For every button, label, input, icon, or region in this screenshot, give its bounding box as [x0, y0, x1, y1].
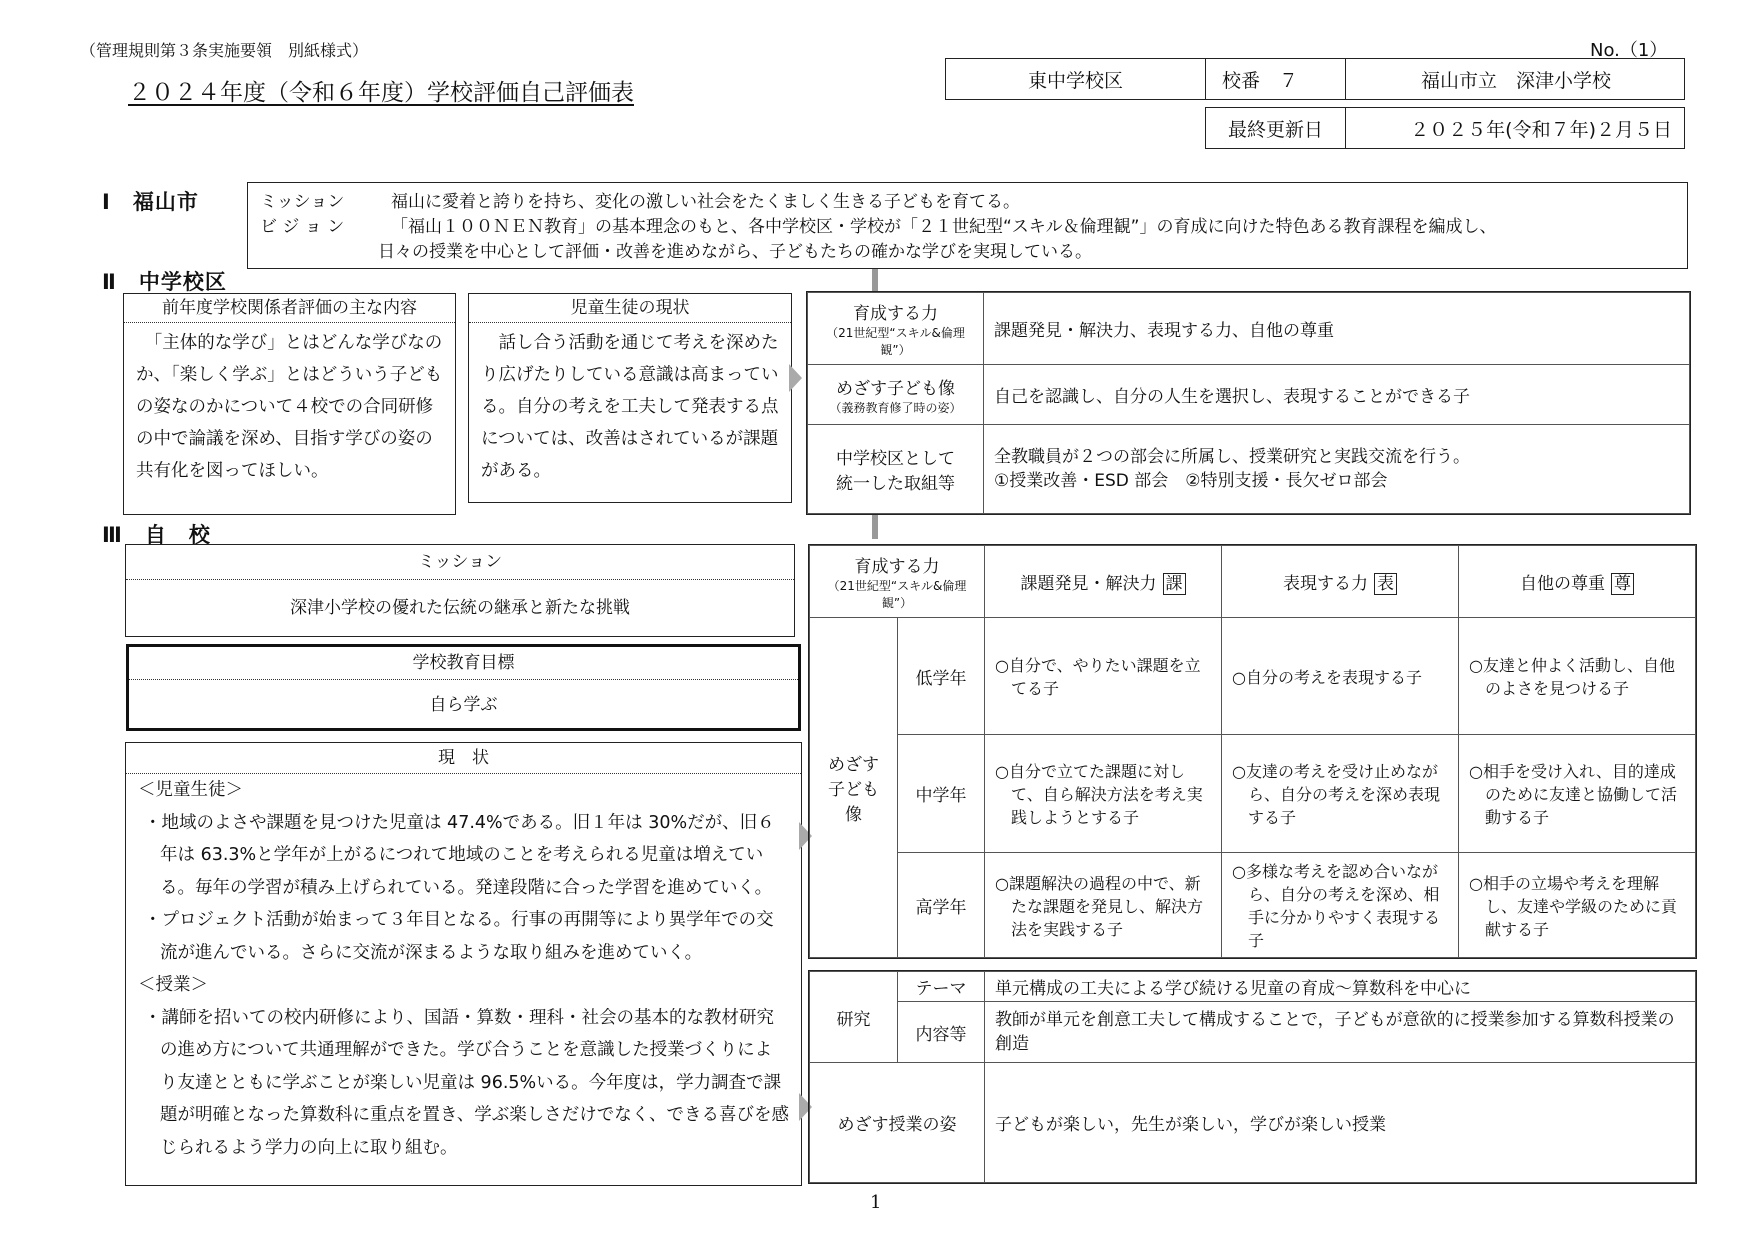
cell-middle-respect: ○相手を受け入れ、目的達成のために友達と協働して活動する子	[1459, 735, 1696, 853]
cell-upper-expression: ○多様な考えを認め合いながら、自分の考えを深め、相手に分かりやすく表現する子	[1222, 853, 1459, 958]
current-status-box	[125, 742, 802, 1186]
school-mission-title: ミッション	[126, 545, 794, 580]
tag-son: 尊	[1611, 573, 1634, 595]
document-title: ２０２４年度（令和６年度）学校評価自己評価表	[128, 80, 634, 106]
school-number: 校番 ７	[1206, 59, 1346, 99]
current-status-title: 現 状	[126, 743, 801, 774]
grid-row-middle	[810, 735, 1696, 853]
lesson-row	[810, 1063, 1696, 1183]
connector-bar-2	[872, 515, 878, 539]
cell-upper-problem: ○課題解決の過程の中で、新たな課題を発見し、解決方法を実践する子	[985, 853, 1222, 958]
district-skills-head-text: 育成する力	[853, 304, 938, 324]
col-header-expression	[1222, 546, 1459, 618]
district-initiatives-head: 中学校区として 統一した取組等	[808, 425, 984, 514]
last-updated-value: ２０２５年(令和７年)２月５日	[1410, 118, 1672, 141]
district-initiatives-body: 全教職員が２つの部会に所属し、授業研究と実践交流を行う。 ①授業改善・ESD 部会 ②特別支援・長欠ゼロ部会	[984, 425, 1690, 514]
section-2-label: Ⅱ 中学校区	[102, 270, 227, 294]
section-3-label: Ⅲ 自 校	[102, 523, 211, 547]
research-row-content	[810, 1002, 1696, 1063]
research-table	[808, 970, 1697, 1184]
district-child-head	[808, 365, 984, 425]
skills-grid-head	[810, 546, 985, 618]
skills-grid-head-sub: （21世紀型“スキル&倫理観”）	[827, 579, 967, 610]
prev-eval-text: 「主体的な学び」とはどんな学びなのか、「楽しく学ぶ」とはどういう子どもの姿なのかについて４校での合同研修の中で論議を深め、目指す学びの姿の共有化を図ってほしい。	[136, 333, 443, 481]
students-status-text: 話し合う活動を通じて考えを深めたり広げたりしている意識は高まっている。自分の考えを工夫して発表する点については、改善はされているが課題がある。	[481, 333, 779, 481]
tag-ka: 課	[1163, 573, 1186, 595]
research-content-label: 内容等	[898, 1002, 985, 1063]
school-name: 福山市立 深津小学校	[1420, 69, 1611, 92]
school-goal-box	[126, 644, 801, 731]
cell-lower-expression: ○自分の考えを表現する子	[1222, 618, 1459, 735]
research-theme-label: テーマ	[898, 972, 985, 1002]
students-status-title: 児童生徒の現状	[469, 294, 791, 323]
city-mission-text: 福山に愛着と誇りを持ち、変化の激しい社会をたくましく生きる子どもを育てる。	[391, 192, 1020, 212]
lesson-text: 子どもが楽しい，先生が楽しい，学びが楽しい授業	[985, 1063, 1696, 1183]
arrow-right-icon	[789, 364, 802, 392]
col-header-problem-solving	[985, 546, 1222, 618]
col-header-respect	[1459, 546, 1696, 618]
page-number: 1	[870, 1192, 882, 1213]
prev-eval-title: 前年度学校関係者評価の主な内容	[124, 294, 455, 323]
prev-eval-box	[123, 293, 456, 515]
school-goal-title: 学校教育目標	[129, 647, 798, 680]
district-skills-head	[808, 293, 984, 365]
cell-middle-problem: ○自分で立てた課題に対して、自ら解決方法を考え実践しようとする子	[985, 735, 1222, 853]
district-row-child-image	[808, 365, 1690, 425]
school-mission-box	[125, 544, 795, 637]
grade-upper: 高学年	[898, 853, 985, 958]
research-theme-text: 単元構成の工夫による学び続ける児童の育成～算数科を中心に	[985, 972, 1696, 1002]
district: 東中学校区	[946, 59, 1206, 99]
connector-bar-1	[872, 269, 878, 291]
last-updated-box	[1205, 107, 1685, 149]
district-row-skills	[808, 293, 1690, 365]
skills-grid-head-text: 育成する力	[854, 557, 940, 577]
regulation-note: （管理規則第３条実施要領 別紙様式）	[80, 41, 369, 60]
skills-grid	[808, 544, 1697, 959]
research-label: 研究	[810, 972, 898, 1063]
students-status-box	[468, 293, 792, 503]
col-label-respect: 自他の尊重	[1520, 573, 1605, 594]
city-vision-text-2: 日々の授業を中心として評価・改善を進めながら、子どもたちの確かな学びを実現している。	[378, 242, 1092, 262]
status-heading-students: ＜児童生徒＞	[138, 780, 243, 800]
status-bullet-1: ・地域のよさや課題を見つけた児童は 47.4%である。旧１年は 30%だが、旧６年は 63.3%と学年が上がるにつれて地域のことを考えられる児童は増えている。毎年の学習が積み上げられている。発達段階に合った学習を進めていく。	[144, 812, 775, 898]
current-status-body	[126, 774, 801, 1164]
district-table	[806, 291, 1691, 515]
research-row-theme	[810, 972, 1696, 1002]
district-skills-body: 課題発見・解決力、表現する力、自他の尊重	[984, 293, 1690, 365]
cell-lower-respect: ○友達と仲よく活動し、自他のよさを見つける子	[1459, 618, 1696, 735]
district-row-initiatives	[808, 425, 1690, 514]
section-1-label: Ⅰ 福山市	[102, 190, 199, 214]
last-updated-label: 最終更新日	[1206, 108, 1346, 148]
city-mission-vision-box	[247, 182, 1688, 269]
cell-middle-expression: ○友達の考えを受け止めながら、自分の考えを深め表現する子	[1222, 735, 1459, 853]
school-info-box	[945, 58, 1685, 100]
school-goal-text: 自ら学ぶ	[429, 695, 498, 715]
status-bullet-3: ・講師を招いての校内研修により、国語・算数・理科・社会の基本的な教材研究の進め方について共通理解ができた。学び合うことを意識した授業づくりにより友達とともに学ぶことが楽しい児童は 96.5%いる。今年度は，学力調査で課題が明確となった算数科に重点を置き、学ぶ楽しさだけでなく、できる喜びを感じられるよう学力の向上に取り組む。	[144, 1007, 789, 1158]
district-child-sub: （義務教育修了時の姿）	[829, 400, 962, 415]
skills-grid-header	[810, 546, 1696, 618]
col-label-problem-solving: 課題発見・解決力	[1020, 573, 1157, 594]
status-bullet-2: ・プロジェクト活動が始まって３年目となる。行事の再開等により異学年での交流が進んでいる。さらに交流が深まるような取り組みを進めていく。	[144, 910, 774, 963]
district-child-body: 自己を認識し、自分の人生を選択し、表現することができる子	[984, 365, 1690, 425]
district-child-head-text: めざす子ども像	[836, 378, 955, 399]
district-skills-sub: （21世紀型“スキル&倫理観”）	[826, 326, 965, 357]
lesson-label: めざす授業の姿	[810, 1063, 985, 1183]
col-label-expression: 表現する力	[1283, 573, 1369, 594]
grid-row-lower	[810, 618, 1696, 735]
cell-lower-problem: ○自分で、やりたい課題を立てる子	[985, 618, 1222, 735]
tag-hyo: 表	[1374, 573, 1397, 595]
grade-lower: 低学年	[898, 618, 985, 735]
cell-upper-respect: ○相手の立場や考えを理解し、友達や学級のために貢献する子	[1459, 853, 1696, 958]
row-group-child-image: めざす 子ども像	[810, 618, 898, 958]
city-mission-label: ミッション	[260, 192, 345, 212]
city-vision-text-1: 「福山１００ＮＥＮ教育」の基本理念のもと、各中学校区・学校が「２１世紀型“スキル＆倫理観”」の育成に向けた特色ある教育課程を編成し、	[391, 217, 1497, 237]
school-mission-text: 深津小学校の優れた伝統の継承と新たな挑戦	[290, 598, 630, 618]
city-vision-label: ビ ジ ョ ン	[260, 217, 345, 237]
grade-middle: 中学年	[898, 735, 985, 853]
grid-row-upper	[810, 853, 1696, 958]
status-heading-lessons: ＜授業＞	[138, 975, 208, 995]
research-content-text: 教師が単元を創意工夫して構成することで，子どもが意欲的に授業参加する算数科授業の創造	[985, 1002, 1696, 1063]
page-no: No.（1）	[1590, 40, 1668, 61]
